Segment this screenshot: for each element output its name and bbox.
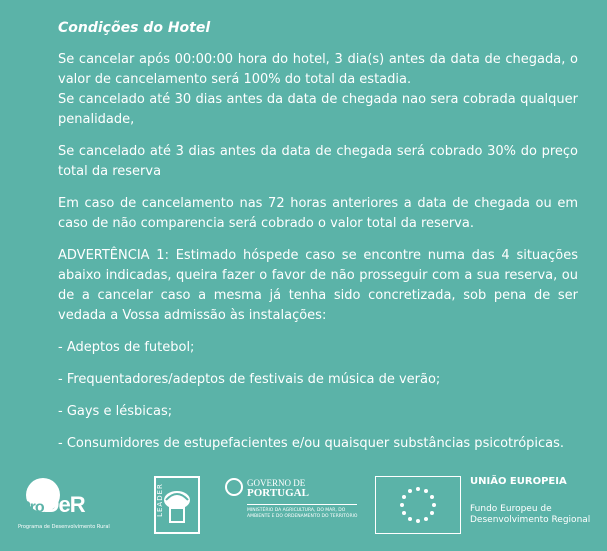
- footer-logos: [0, 470, 607, 551]
- leader-text: LEADER: [156, 483, 164, 517]
- portugal-crest-icon: [225, 478, 243, 496]
- eu-heading: UNIÃO EUROPEIA: [470, 476, 567, 487]
- proder-wordmark: ProDeR: [20, 492, 85, 517]
- leader-box-icon: [154, 476, 200, 534]
- eu-fund-name: Fundo Europeu de Desenvolvimento Regional: [470, 504, 591, 525]
- list-item: - Consumidores de estupefacientes e/ou quaisquer substâncias psicotrópicas.: [58, 436, 565, 451]
- eu-fund-text: [470, 476, 600, 538]
- paragraph-cancel-30-days: Se cancelado até 30 dias antes da data de chegada nao sera cobrada qualquer penalidade,: [58, 92, 578, 127]
- ministry-text: MINISTÉRIO DA AGRICULTURA, DO MAR, DO AMBIENTE E DO ORDENAMENTO DO TERRITÓRIO: [247, 508, 358, 519]
- eu-flag-icon: [375, 476, 461, 534]
- paragraph-warning: ADVERTÊNCIA 1: Estimado hóspede caso se encontre numa das 4 situações abaixo indicadas, queira fazer o favor de não prosseguir com a sua reserva, ou de a cancelar caso a mesma já tenha sido concretizada, sob pena de ser vedada a Vossa admissão às instalações:: [58, 248, 578, 323]
- paragraph-cancel-3-days: Se cancelado até 3 dias antes da data de chegada será cobrado 30% do preço total da reserva: [58, 144, 578, 179]
- proder-subtitle: Programa de Desenvolvimento Rural: [18, 524, 110, 530]
- governo-title: GOVERNO DE PORTUGAL: [247, 478, 309, 499]
- list-item: - Gays e lésbicas;: [58, 404, 173, 419]
- section-title: Condições do Hotel: [58, 20, 211, 36]
- leader-logo: [140, 476, 202, 534]
- paragraph-cancel-72-hours: Em caso de cancelamento nas 72 horas anteriores a data de chegada ou em caso de não comparencia será cobrado o valor total da reserva.: [58, 196, 578, 231]
- divider: [247, 504, 357, 505]
- governo-portugal-logo: [223, 476, 358, 538]
- paragraph-cancel-100: Se cancelar após 00:00:00 hora do hotel, 3 dia(s) antes da data de chegada, o valor de cancelamento será 100% do total da estadia.: [58, 52, 578, 87]
- hotel-conditions: [58, 18, 578, 466]
- list-item: - Adeptos de futebol;: [58, 340, 195, 355]
- proder-logo: [18, 476, 118, 536]
- list-item: - Frequentadores/adeptos de festivais de música de verão;: [58, 372, 441, 387]
